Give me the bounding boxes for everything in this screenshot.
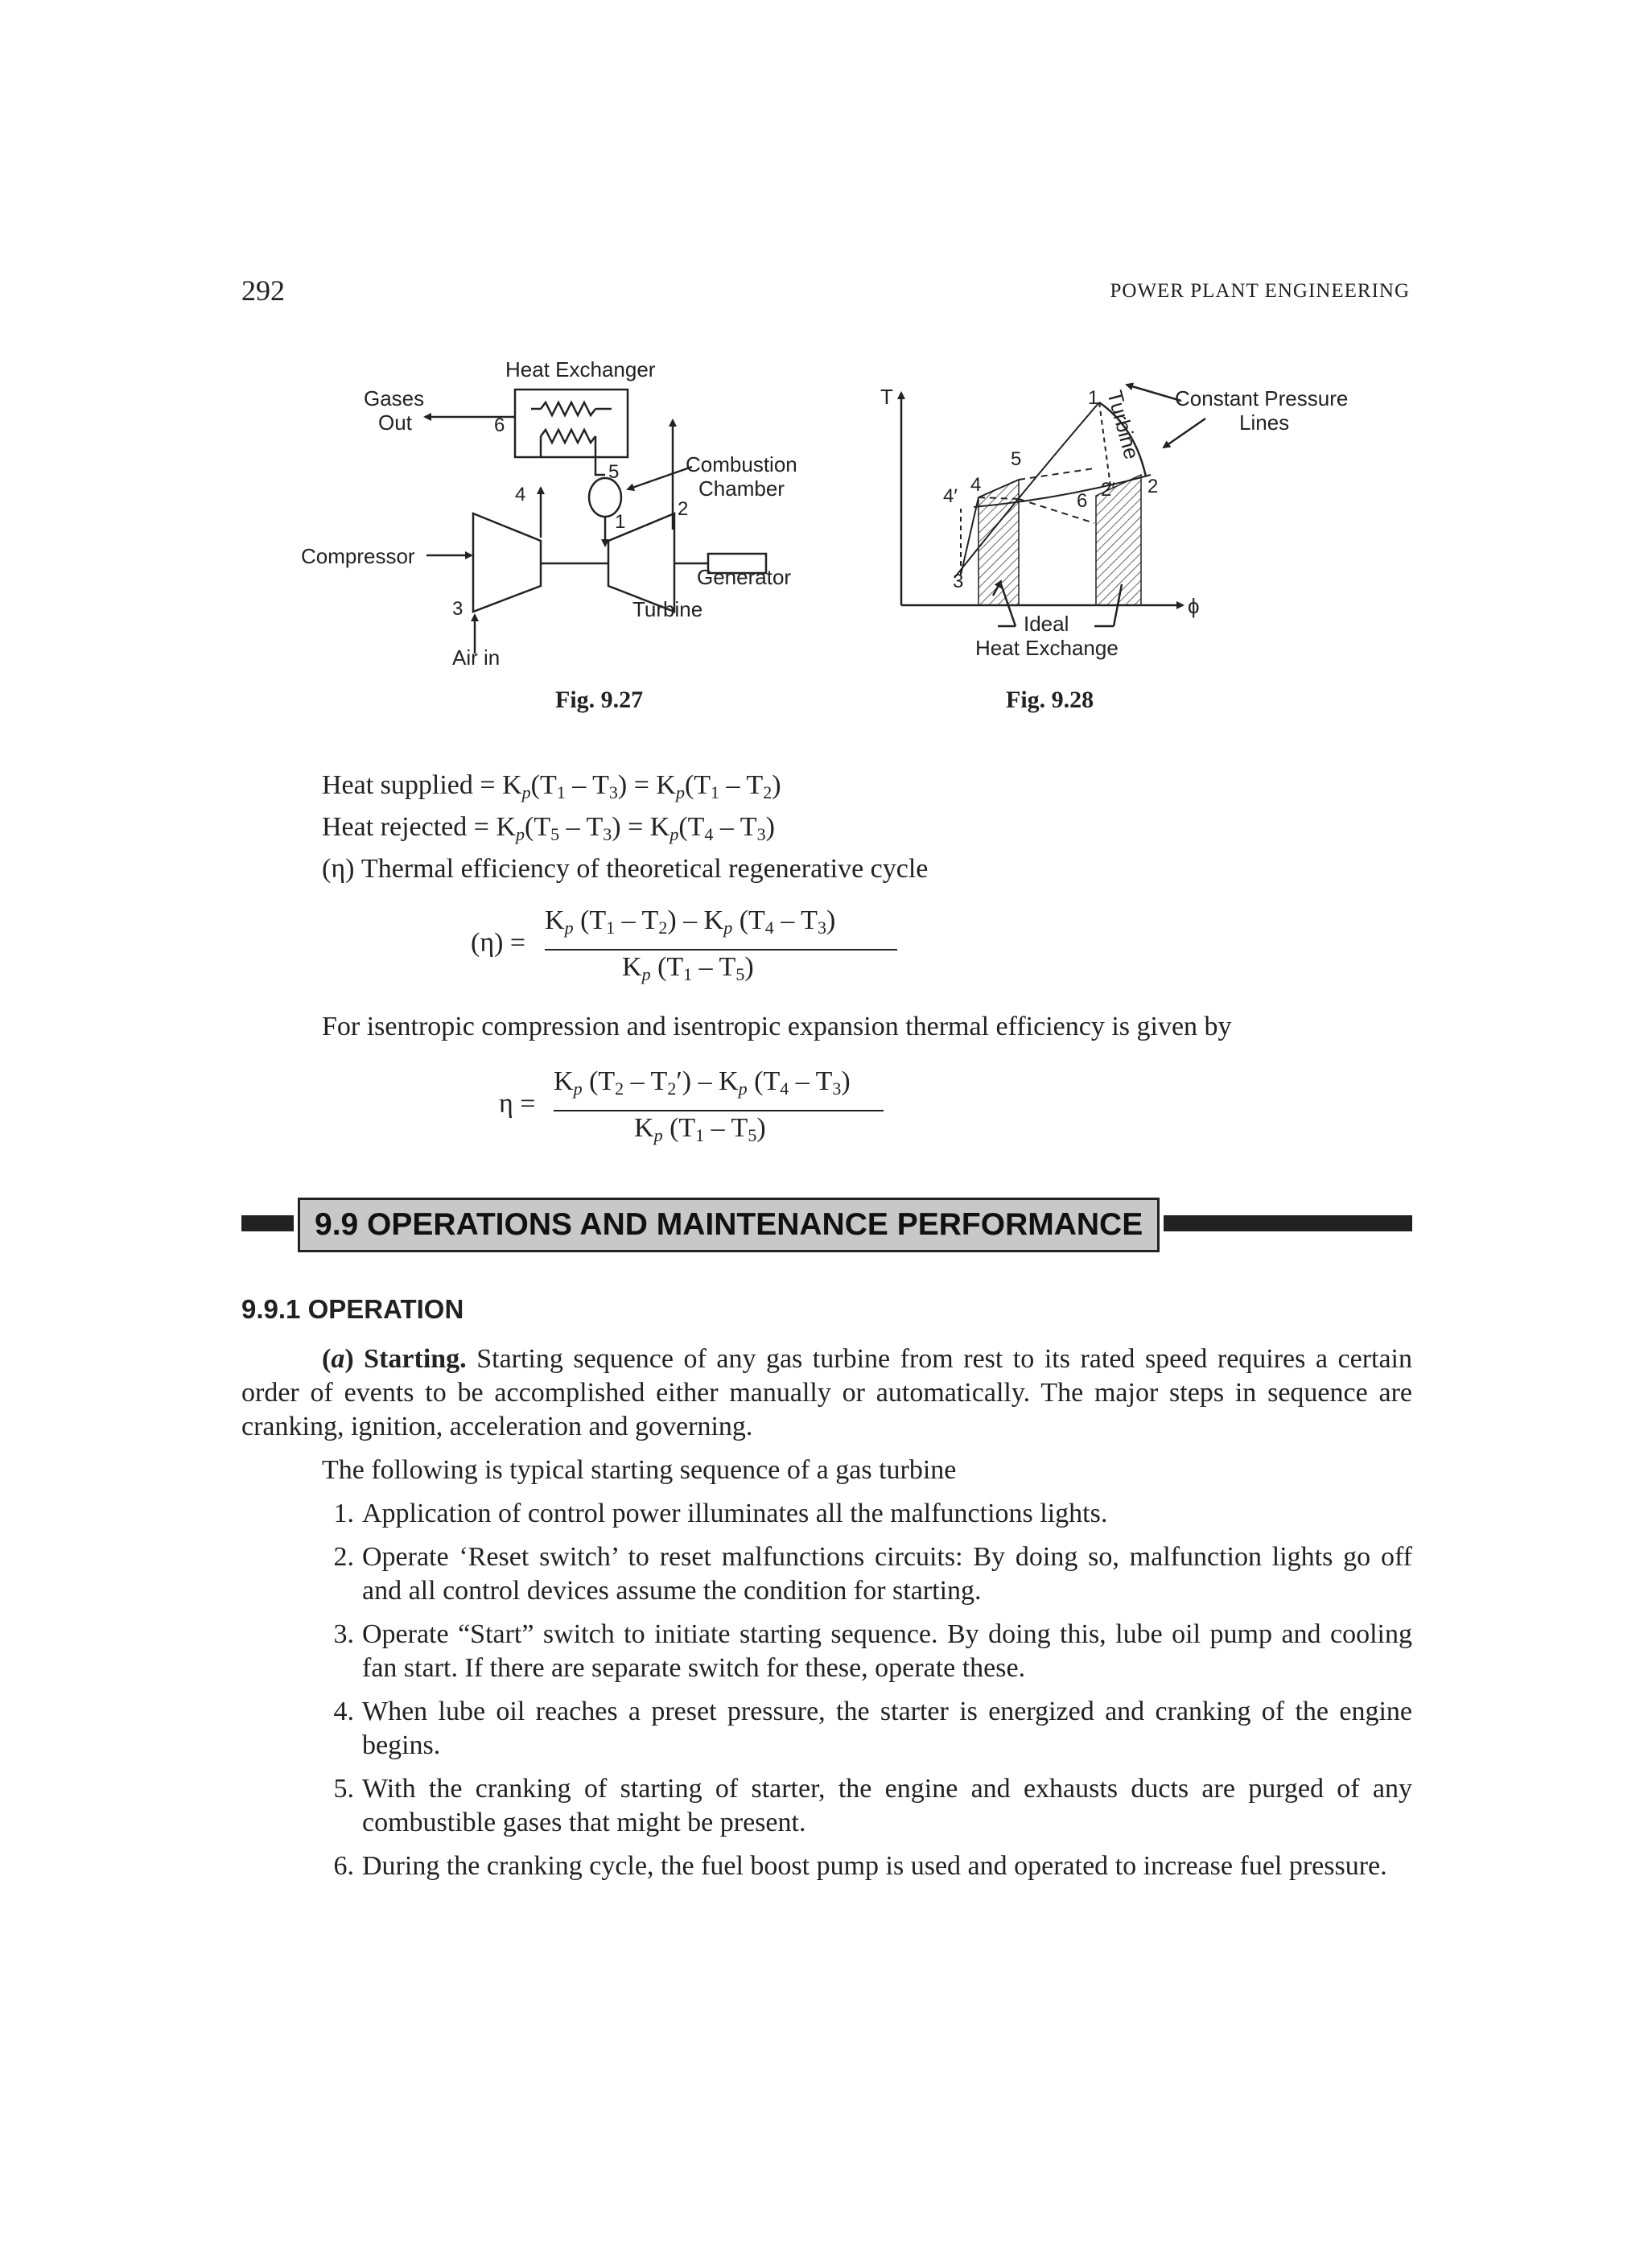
out-label: Out	[378, 410, 412, 435]
point-1: 1	[1088, 387, 1099, 409]
ideal-label: Ideal	[1024, 612, 1069, 636]
figure-9-28-caption: Fig. 9.28	[1006, 687, 1094, 713]
list-number: 5.	[333, 1774, 354, 1804]
section-title: 9.9 OPERATIONS AND MAINTENANCE PERFORMANCE	[298, 1198, 1160, 1252]
heat-supplied-equation: Heat supplied = $K_p(T_1 - T_3) = K_p(T_1 - T_2)$	[322, 770, 781, 802]
node-6: 6	[494, 414, 505, 436]
gases-label: Gases	[364, 386, 425, 410]
list-number: 4.	[333, 1697, 354, 1726]
fraction-bar-1	[545, 949, 897, 950]
lines-label: Lines	[1239, 410, 1290, 435]
heat-rejected-equation: Heat rejected = $K_p(T_5 - T_3) = K_p(T_4 - T_3)$	[322, 812, 775, 844]
list-text-continued: begins.	[362, 1730, 441, 1760]
isentropic-intro: For isentropic compression and isentropic expansion thermal efficiency is given by	[322, 1012, 1232, 1041]
constant-pressure-label: Constant Pressure	[1175, 386, 1349, 410]
node-2: 2	[678, 498, 689, 520]
fraction-bar-2	[554, 1110, 884, 1111]
eta-paren-label: (η) =	[471, 928, 526, 958]
generator-label: Generator	[697, 565, 792, 589]
compressor-label: Compressor	[301, 544, 415, 568]
list-item	[322, 1618, 1412, 1685]
starting-paragraph-line-1: (a) Starting. Starting sequence of any gas turbine from rest to its rated speed requires a certain	[322, 1344, 1413, 1374]
list-item	[322, 1695, 1412, 1763]
formula-2-numerator: $K_p$ $(T_2 - T_2') - K_p$ $(T_4 - T_3)$	[554, 1066, 851, 1099]
sequence-intro: The following is typical starting sequence of a gas turbine	[322, 1455, 957, 1485]
figure-9-28	[0, 0, 1448, 724]
node-3: 3	[452, 598, 464, 620]
list-number: 2.	[333, 1542, 354, 1572]
node-5: 5	[608, 461, 620, 483]
starting-paragraph-line-3: cranking, ignition, acceleration and governing.	[241, 1412, 753, 1441]
formula-1-denominator: $K_p$ $(T_1 - T_5)$	[622, 952, 754, 984]
list-item	[322, 1849, 1412, 1883]
list-item	[322, 1497, 1412, 1531]
list-text-continued: combustible gases that might be present.	[362, 1808, 806, 1837]
section-heading-band	[241, 1198, 1412, 1262]
phi-axis-label: ϕ	[1188, 594, 1200, 618]
point-4: 4	[970, 474, 982, 496]
combustion-label: Combustion	[686, 452, 797, 476]
list-item	[322, 1540, 1412, 1608]
list-text: With the cranking of starting of starter, the engine and exhausts ducts are purged of any	[362, 1774, 1412, 1804]
list-number: 3.	[333, 1619, 354, 1649]
subsection-heading: 9.9.1 OPERATION	[241, 1294, 464, 1324]
t-axis-label: T	[880, 385, 893, 409]
point-5: 5	[1011, 448, 1022, 470]
list-number: 1.	[333, 1499, 354, 1528]
efficiency-intro: (η) Thermal efficiency of theoretical regenerative cycle	[322, 854, 929, 884]
air-in-label: Air in	[452, 645, 501, 670]
point-4-prime: 4′	[943, 485, 958, 507]
eta-label: η =	[499, 1089, 536, 1119]
running-head: POWER PLANT ENGINEERING	[1110, 280, 1410, 302]
list-item	[322, 1772, 1412, 1840]
formula-1-numerator: $K_p$ $(T_1 - T_2) - K_p$ $(T_4 - T_3)$	[545, 905, 836, 938]
formula-2-denominator: $K_p$ $(T_1 - T_5)$	[634, 1113, 766, 1145]
starting-paragraph-line-2: order of events to be accomplished either manually or automatically. The major steps in sequence are	[241, 1378, 1412, 1408]
list-text-continued: fan start. If there are separate switch for these, operate these.	[362, 1653, 1026, 1683]
page-number: 292	[241, 274, 285, 307]
turbine-label: Turbine	[632, 597, 703, 621]
point-2-prime: 2′	[1101, 479, 1115, 501]
point-3: 3	[953, 571, 964, 592]
list-text: Operate ‘Reset switch’ to reset malfunctions circuits: By doing so, malfunction lights go off	[362, 1542, 1412, 1572]
list-text-continued: and all control devices assume the condition for starting.	[362, 1576, 982, 1606]
turbine-rotated-label: Turbine	[1102, 387, 1144, 462]
heat-exchanger-label: Heat Exchanger	[505, 357, 656, 381]
list-text: Application of control power illuminates all the malfunctions lights.	[362, 1499, 1108, 1528]
list-text: Operate “Start” switch to initiate starting sequence. By doing this, lube oil pump and cooling	[362, 1619, 1412, 1649]
figure-9-28-diagram	[0, 0, 1448, 724]
list-text: When lube oil reaches a preset pressure, the starter is energized and cranking of the engine	[362, 1697, 1412, 1726]
point-6: 6	[1077, 490, 1088, 512]
figure-9-27-caption: Fig. 9.27	[555, 687, 644, 713]
node-4: 4	[515, 484, 526, 505]
list-text: During the cranking cycle, the fuel boost pump is used and operated to increase fuel pressure.	[362, 1851, 1387, 1881]
node-1: 1	[615, 511, 626, 533]
chamber-label: Chamber	[698, 476, 785, 501]
heat-exchange-label: Heat Exchange	[975, 636, 1119, 660]
point-2: 2	[1147, 476, 1159, 497]
list-number: 6.	[333, 1851, 354, 1881]
